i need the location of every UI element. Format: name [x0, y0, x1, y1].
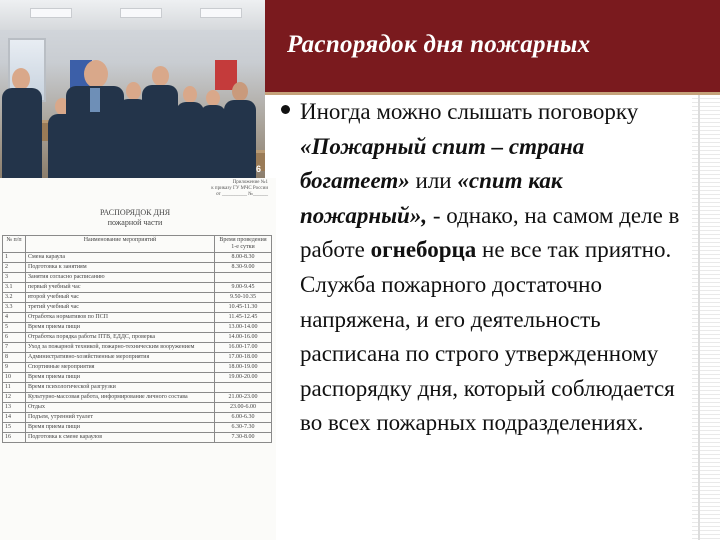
row-time: 19.00-20.00 — [215, 373, 272, 383]
schedule-row — [3, 403, 272, 413]
row-activity: Подготовка к занятиям — [26, 263, 215, 273]
row-activity: Уход за пожарной техникой, пожарно-техническим вооружением — [26, 343, 215, 353]
row-number: 4 — [3, 313, 26, 323]
schedule-row — [3, 353, 272, 363]
row-activity: Время психологической разгрузки — [26, 383, 215, 393]
schedule-row — [3, 293, 272, 303]
schedule-document — [0, 178, 276, 540]
schedule-row — [3, 393, 272, 403]
row-time: 11.45-12.45 — [215, 313, 272, 323]
person-officer — [66, 60, 124, 178]
row-time: 9.50-10.35 — [215, 293, 272, 303]
row-activity: Время приема пищи — [26, 423, 215, 433]
row-time: 6.30-7.30 — [215, 423, 272, 433]
text-part: - однако, на самом деле в работе — [300, 202, 680, 263]
schedule-row — [3, 303, 272, 313]
highlight-word: огнеборца — [370, 237, 477, 263]
row-activity: Время приема пищи — [26, 373, 215, 383]
row-number: 7 — [3, 343, 26, 353]
row-activity: Подъем, утренний туалет — [26, 413, 215, 423]
row-number: 3.2 — [3, 293, 26, 303]
right-decor-stripe — [692, 95, 720, 540]
col-header-activity: Наименование мероприятий — [26, 236, 215, 253]
row-number: 14 — [3, 413, 26, 423]
row-time: 16.00-17.00 — [215, 343, 272, 353]
row-number: 12 — [3, 393, 26, 403]
row-number: 13 — [3, 403, 26, 413]
row-time: 8.00-8.30 — [215, 253, 272, 263]
schedule-row — [3, 433, 272, 443]
schedule-row — [3, 383, 272, 393]
row-activity: Отдых — [26, 403, 215, 413]
col-header-number: № п/п — [3, 236, 26, 253]
person — [224, 82, 256, 178]
schedule-row — [3, 263, 272, 273]
quote-saying-2: «спит как пожарный», — [300, 168, 563, 228]
person — [2, 68, 42, 178]
text-part: не все так приятно. Служба пожарного достаточно напряжена, и его деятельность расписана по строго утвержденному распорядку дня, который соблюдается во всех пожарных подразделениях. — [300, 237, 675, 436]
row-time: 18.00-19.00 — [215, 363, 272, 373]
row-activity: второй учебный час — [26, 293, 215, 303]
ceiling-light — [200, 8, 242, 18]
row-number: 3 — [3, 273, 26, 283]
quote-saying-1: «Пожарный спит – страна богатеет» — [300, 133, 585, 194]
row-number: 16 — [3, 433, 26, 443]
row-time: 13.00-14.00 — [215, 323, 272, 333]
schedule-row — [3, 363, 272, 373]
row-activity: Отработка порядка работы ПТВ, ЕДДС, проверка — [26, 333, 215, 343]
row-activity: Административно-хозяйственные мероприятия — [26, 353, 215, 363]
ceiling-light — [30, 8, 72, 18]
row-activity: Смена караула — [26, 253, 215, 263]
row-number: 9 — [3, 363, 26, 373]
row-number: 8 — [3, 353, 26, 363]
schedule-header-row — [3, 236, 272, 253]
row-number: 6 — [3, 333, 26, 343]
row-number: 15 — [3, 423, 26, 433]
schedule-row — [3, 323, 272, 333]
row-activity: Культурно-массовая работа, информирование личного состава — [26, 393, 215, 403]
schedule-row — [3, 373, 272, 383]
row-activity: Время приема пищи — [26, 323, 215, 333]
row-time: 9.00-9.45 — [215, 283, 272, 293]
row-activity: Отработка нормативов по ПСП — [26, 313, 215, 323]
bullet-dot-icon — [281, 105, 290, 114]
row-number: 1 — [3, 253, 26, 263]
schedule-table — [2, 235, 272, 443]
row-activity: Спортивные мероприятия — [26, 363, 215, 373]
row-time: 21.00-23.00 — [215, 393, 272, 403]
row-time: 8.30-9.00 — [215, 263, 272, 273]
slide-title: Распорядок дня пожарных — [287, 31, 591, 58]
content-area — [278, 95, 688, 535]
row-time — [215, 383, 272, 393]
row-time: 6.00-6.30 — [215, 413, 272, 423]
row-time: 23.00-6.00 — [215, 403, 272, 413]
schedule-row — [3, 273, 272, 283]
row-activity: Подготовка к смене караулов — [26, 433, 215, 443]
row-number: 3.3 — [3, 303, 26, 313]
row-time: 14.00-16.00 — [215, 333, 272, 343]
schedule-row — [3, 253, 272, 263]
row-number: 2 — [3, 263, 26, 273]
text-part: или — [409, 168, 458, 194]
row-time: 17.00-18.00 — [215, 353, 272, 363]
schedule-row — [3, 343, 272, 353]
schedule-row — [3, 283, 272, 293]
person — [142, 66, 178, 178]
row-time: 7.30-8.00 — [215, 433, 272, 443]
row-time — [215, 273, 272, 283]
col-header-time: Время проведения 1-е сутки — [215, 236, 272, 253]
title-bar — [265, 0, 720, 92]
row-activity: Занятия согласно расписанию — [26, 273, 215, 283]
schedule-row — [3, 423, 272, 433]
row-activity: первый учебный час — [26, 283, 215, 293]
row-number: 3.1 — [3, 283, 26, 293]
ceiling-light — [120, 8, 162, 18]
bullet-item — [278, 95, 688, 441]
doc-title: РАСПОРЯДОК ДНЯ пожарной части — [99, 208, 171, 227]
schedule-row — [3, 333, 272, 343]
photo-watermark: 6 — [255, 164, 261, 174]
body-paragraph — [300, 95, 688, 441]
schedule-row — [3, 313, 272, 323]
row-activity: третий учебный час — [26, 303, 215, 313]
doc-stamp: Приложение №1 к приказу ГУ МЧС России от __________ №______ — [211, 180, 268, 197]
row-time: 10.45-11.30 — [215, 303, 272, 313]
person — [200, 90, 226, 178]
schedule-row — [3, 413, 272, 423]
text-part: Иногда можно слышать поговорку — [300, 99, 639, 124]
row-number: 11 — [3, 383, 26, 393]
row-number: 10 — [3, 373, 26, 383]
classroom-photo — [0, 0, 265, 178]
row-number: 5 — [3, 323, 26, 333]
